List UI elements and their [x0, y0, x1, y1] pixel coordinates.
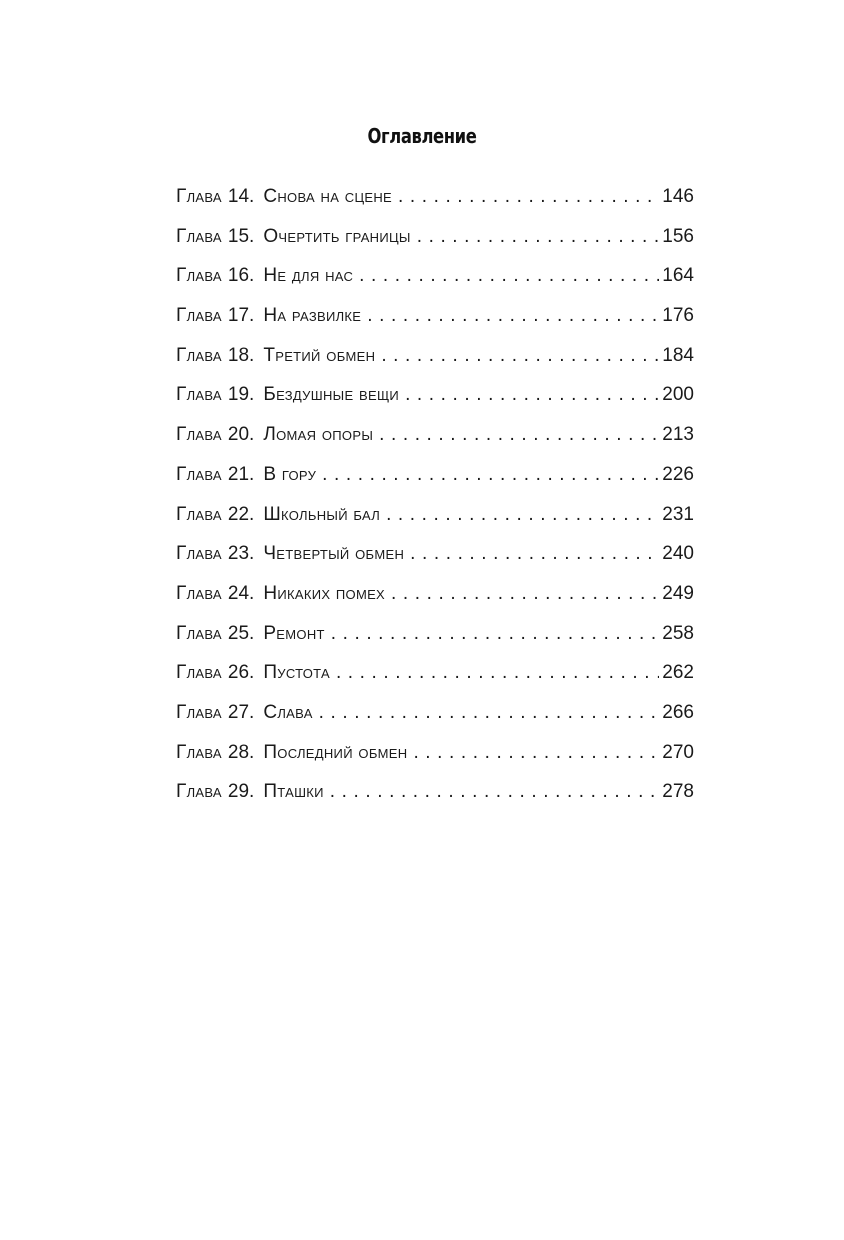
toc-entry [176, 262, 694, 302]
chapter-label: Глава [176, 701, 222, 723]
chapter-title: В гору [263, 463, 317, 485]
chapter-label: Глава [176, 503, 222, 525]
chapter-number: 20. [227, 424, 255, 446]
page-number: 258 [662, 622, 694, 644]
page-number: 240 [662, 543, 694, 565]
page-number: 184 [662, 344, 694, 366]
chapter-number: 28. [227, 741, 255, 763]
dot-leader [379, 421, 659, 449]
chapter-label: Глава [176, 225, 222, 247]
chapter-label: Глава [176, 265, 222, 287]
dot-leader [410, 540, 659, 568]
chapter-label: Глава [176, 305, 222, 327]
chapter-label: Глава [176, 662, 222, 684]
chapter-number: 18. [227, 344, 255, 366]
chapter-title: Четвертый обмен [263, 543, 405, 565]
toc-entry [176, 342, 694, 382]
chapter-number: 15. [227, 225, 255, 247]
chapter-number: 14. [227, 186, 255, 207]
chapter-label: Глава [176, 781, 222, 803]
toc-entry [176, 739, 694, 779]
page-number: 270 [662, 741, 694, 763]
chapter-number: 17. [227, 305, 255, 327]
page-number: 164 [662, 265, 694, 287]
chapter-number: 22. [227, 503, 255, 525]
dot-leader [398, 183, 659, 211]
page-number: 278 [662, 781, 694, 803]
page-number: 146 [662, 186, 694, 207]
toc-entry [176, 501, 694, 541]
chapter-title: Слава [263, 701, 313, 723]
dot-leader [417, 223, 660, 251]
chapter-title: Никаких помех [263, 582, 386, 604]
dot-leader [386, 501, 659, 529]
chapter-number: 16. [227, 265, 255, 287]
chapter-label: Глава [176, 424, 222, 446]
toc-list [176, 183, 694, 818]
chapter-title: Ремонт [263, 622, 325, 644]
chapter-label: Глава [176, 463, 222, 485]
page-number: 213 [662, 424, 694, 446]
toc-entry [176, 223, 694, 263]
dot-leader [322, 461, 659, 489]
chapter-number: 21. [227, 463, 255, 485]
dot-leader [330, 778, 660, 806]
chapter-label: Глава [176, 582, 222, 604]
chapter-title: Ломая опоры [263, 424, 374, 446]
chapter-title: Пустота [263, 662, 330, 684]
page-number: 231 [662, 503, 694, 525]
chapter-label: Глава [176, 344, 222, 366]
page-number: 226 [662, 463, 694, 485]
toc-entry [176, 699, 694, 739]
chapter-number: 26. [227, 662, 255, 684]
toc-heading: Оглавление [367, 124, 477, 148]
toc-entry [176, 778, 694, 818]
dot-leader [367, 302, 659, 330]
dot-leader [381, 342, 659, 370]
chapter-title: Пташки [263, 781, 324, 803]
page-number: 266 [662, 701, 694, 723]
chapter-number: 24. [227, 582, 255, 604]
toc-entry [176, 540, 694, 580]
chapter-number: 19. [227, 384, 255, 406]
toc-entry [176, 381, 694, 421]
chapter-number: 29. [227, 781, 255, 803]
chapter-title: Третий обмен [263, 344, 376, 366]
page-number: 176 [662, 305, 694, 327]
toc-entry [176, 421, 694, 461]
dot-leader [359, 262, 659, 290]
page-number: 262 [662, 662, 694, 684]
dot-leader [331, 620, 660, 648]
toc-entry [176, 659, 694, 699]
chapter-number: 27. [227, 701, 255, 723]
chapter-title: Снова на сцене [263, 186, 393, 207]
chapter-label: Глава [176, 622, 222, 644]
chapter-label: Глава [176, 543, 222, 565]
toc-entry [176, 580, 694, 620]
page-number: 200 [662, 384, 694, 406]
dot-leader [319, 699, 660, 727]
chapter-title: На развилке [263, 305, 362, 327]
dot-leader [391, 580, 659, 608]
chapter-title: Последний обмен [263, 741, 408, 763]
dot-leader [405, 381, 659, 409]
chapter-number: 25. [227, 622, 255, 644]
chapter-label: Глава [176, 741, 222, 763]
page-number: 156 [662, 225, 694, 247]
chapter-label: Глава [176, 186, 222, 207]
chapter-label: Глава [176, 384, 222, 406]
chapter-title: Не для нас [263, 265, 354, 287]
dot-leader [413, 739, 659, 767]
chapter-title: Очертить границы [263, 225, 411, 247]
toc-entry [176, 302, 694, 342]
chapter-title: Бездушные вещи [263, 384, 400, 406]
dot-leader [336, 659, 659, 687]
chapter-number: 23. [227, 543, 255, 565]
toc-entry [176, 183, 694, 223]
toc-entry [176, 461, 694, 501]
toc-entry [176, 620, 694, 660]
chapter-title: Школьный бал [263, 503, 381, 525]
page-number: 249 [662, 582, 694, 604]
